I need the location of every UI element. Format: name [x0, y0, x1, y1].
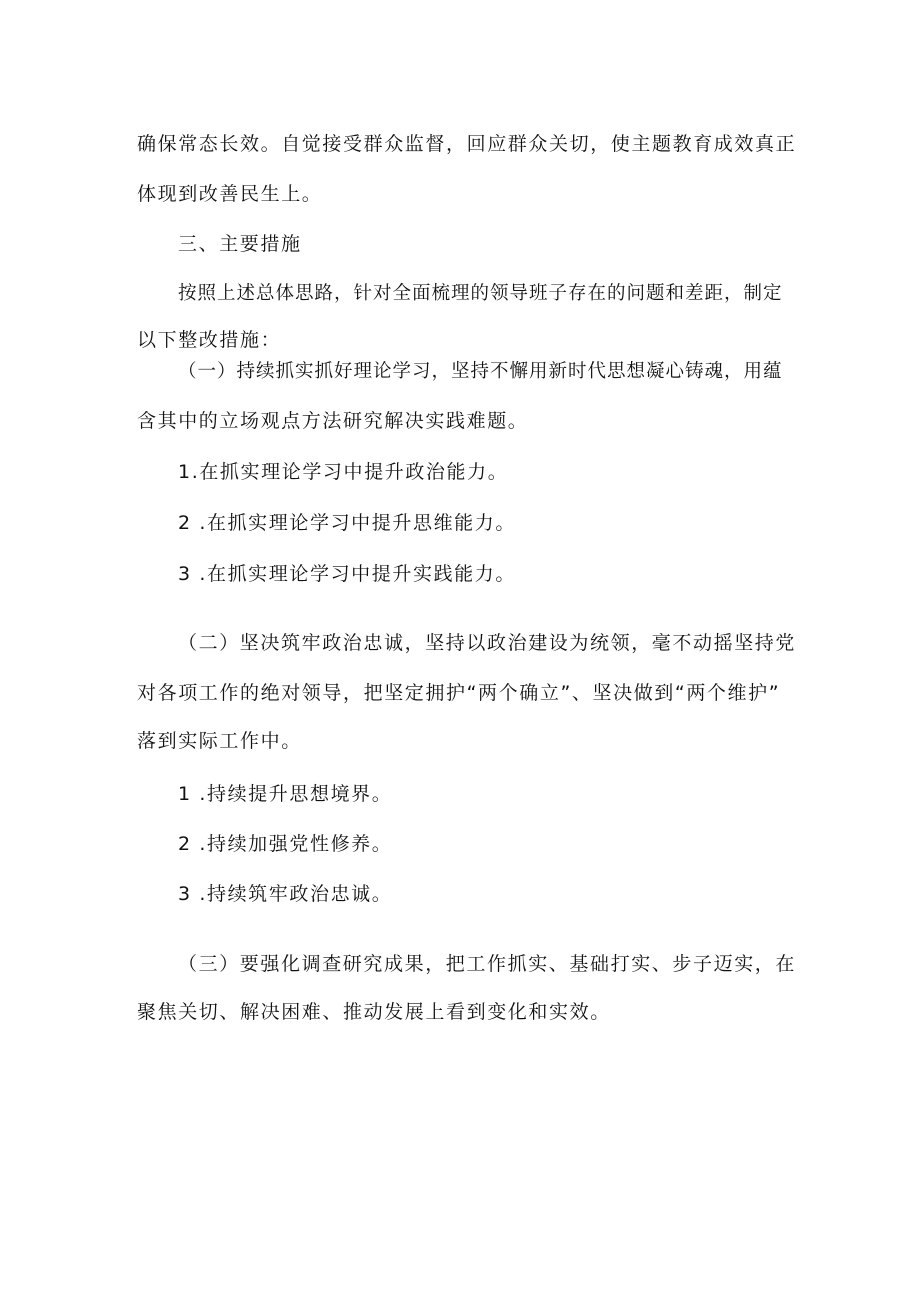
list-item-1-3: 3 .在抓实理论学习中提升实践能力。 [178, 563, 516, 585]
subsection-heading-3: （三）要强化调查研究成果，把工作抓实、基础打实、步子迈实，在 [178, 953, 797, 975]
list-item-2-3: 3 .持续筑牢政治忠诚。 [178, 883, 393, 905]
list-item-2-2: 2 .持续加强党性修养。 [178, 833, 393, 855]
subsection-heading-1: （一）持续抓实抓好理论学习，坚持不懈用新时代思想凝心铸魂，用蕴 [178, 361, 783, 382]
subsection-heading-2: （二）坚决筑牢政治忠诚，坚持以政治建设为统领，毫不动摇坚持党 [178, 632, 797, 654]
body-line-1: 确保常态长效。自觉接受群众监督，回应群众关切，使主题教育成效真正 [137, 133, 797, 155]
subsection-heading-2-cont-2: 落到实际工作中。 [137, 730, 302, 752]
body-line-4: 以下整改措施： [137, 329, 282, 351]
subsection-heading-2-cont: 对各项工作的绝对领导，把坚定拥护“两个确立”、坚决做到“两个维护” [137, 682, 781, 704]
section-heading-measures: 三、主要措施 [178, 233, 302, 255]
subsection-heading-1-cont: 含其中的立场观点方法研究解决实践难题。 [137, 410, 529, 432]
subsection-heading-3-cont: 聚焦关切、解决困难、推动发展上看到变化和实效。 [137, 1001, 611, 1023]
body-line-2: 体现到改善民生上。 [137, 183, 323, 205]
body-line-3: 按照上述总体思路，针对全面梳理的领导班子存在的问题和差距，制定 [178, 283, 783, 304]
list-item-2-1: 1 .持续提升思想境界。 [178, 783, 393, 805]
list-item-1-2: 2 .在抓实理论学习中提升思维能力。 [178, 512, 516, 534]
list-item-1-1: 1.在抓实理论学习中提升政治能力。 [178, 461, 509, 483]
